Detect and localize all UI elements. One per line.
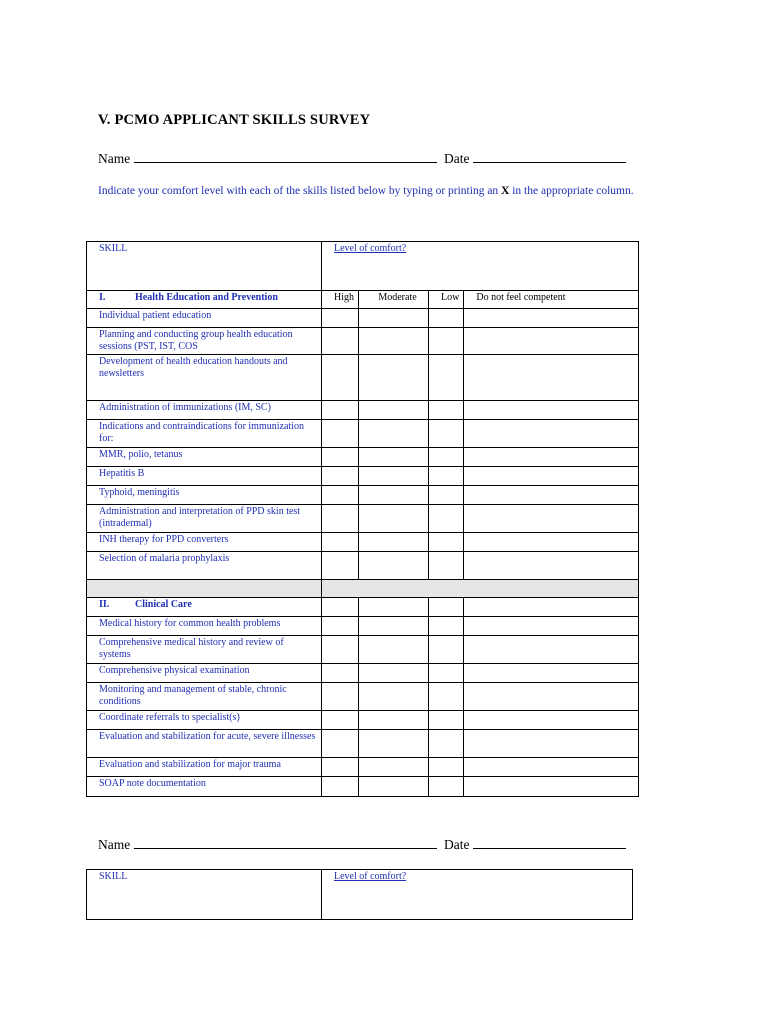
- rating-cell[interactable]: [464, 636, 639, 664]
- rating-cell[interactable]: [429, 505, 464, 533]
- table-row: [87, 777, 639, 797]
- rating-cell[interactable]: [464, 552, 639, 580]
- rating-cell[interactable]: [359, 448, 429, 467]
- rating-cell[interactable]: [359, 730, 429, 758]
- rating-cell[interactable]: [359, 617, 429, 636]
- skill-label: Administration and interpretation of PPD skin test (intradermal): [87, 505, 322, 533]
- rating-cell[interactable]: [359, 758, 429, 777]
- column-moderate: Moderate: [359, 291, 429, 309]
- rating-cell[interactable]: [359, 533, 429, 552]
- skill-label: Comprehensive physical examination: [87, 664, 322, 683]
- rating-cell[interactable]: [429, 711, 464, 730]
- skill-label: Development of health education handouts and newsletters: [87, 355, 322, 401]
- table-row: [87, 664, 639, 683]
- rating-cell[interactable]: [322, 664, 359, 683]
- column-not-competent: Do not feel competent: [464, 291, 639, 309]
- rating-cell[interactable]: [429, 420, 464, 448]
- table-row: [87, 420, 639, 448]
- rating-cell: [359, 598, 429, 617]
- rating-cell[interactable]: [464, 505, 639, 533]
- rating-cell[interactable]: [322, 636, 359, 664]
- name-label: Name: [98, 151, 131, 166]
- rating-cell[interactable]: [359, 467, 429, 486]
- rating-cell[interactable]: [322, 328, 359, 355]
- rating-cell[interactable]: [464, 664, 639, 683]
- table-row: [87, 355, 639, 401]
- skills-table-1: [86, 241, 639, 797]
- rating-cell[interactable]: [429, 309, 464, 328]
- table-row: [87, 505, 639, 533]
- section-title: I. Health Education and Prevention: [87, 291, 322, 309]
- rating-cell[interactable]: [429, 401, 464, 420]
- rating-cell[interactable]: [359, 505, 429, 533]
- skill-label: Selection of malaria prophylaxis: [87, 552, 322, 580]
- column-low: Low: [429, 291, 464, 309]
- rating-cell[interactable]: [429, 683, 464, 711]
- rating-cell: [464, 598, 639, 617]
- rating-cell[interactable]: [359, 636, 429, 664]
- rating-cell[interactable]: [322, 730, 359, 758]
- rating-cell[interactable]: [429, 328, 464, 355]
- rating-cell[interactable]: [322, 401, 359, 420]
- rating-cell[interactable]: [429, 552, 464, 580]
- rating-cell[interactable]: [359, 777, 429, 797]
- rating-cell[interactable]: [359, 420, 429, 448]
- rating-cell[interactable]: [464, 533, 639, 552]
- skill-label: Evaluation and stabilization for acute, severe illnesses: [87, 730, 322, 758]
- table-header-row: [87, 870, 633, 920]
- table-row: [87, 636, 639, 664]
- skill-label: Typhoid, meningitis: [87, 486, 322, 505]
- rating-cell[interactable]: [322, 552, 359, 580]
- rating-cell[interactable]: [429, 617, 464, 636]
- rating-cell[interactable]: [322, 420, 359, 448]
- rating-cell: [322, 598, 359, 617]
- gap-cell: [322, 580, 639, 598]
- skill-label: Hepatitis B: [87, 467, 322, 486]
- rating-cell[interactable]: [429, 664, 464, 683]
- skill-header: SKILL: [87, 242, 322, 291]
- rating-cell[interactable]: [322, 505, 359, 533]
- level-header: Level of comfort?: [322, 242, 639, 291]
- skill-label: Coordinate referrals to specialist(s): [87, 711, 322, 730]
- name-label: Name: [98, 837, 131, 852]
- rating-cell[interactable]: [322, 486, 359, 505]
- table-row: [87, 328, 639, 355]
- skill-label: Monitoring and management of stable, chronic conditions: [87, 683, 322, 711]
- rating-cell[interactable]: [322, 533, 359, 552]
- table-row: [87, 758, 639, 777]
- rating-cell[interactable]: [429, 448, 464, 467]
- rating-cell[interactable]: [464, 683, 639, 711]
- rating-cell[interactable]: [429, 486, 464, 505]
- rating-cell[interactable]: [322, 355, 359, 401]
- rating-cell[interactable]: [429, 758, 464, 777]
- rating-cell[interactable]: [464, 486, 639, 505]
- rating-cell[interactable]: [359, 711, 429, 730]
- skill-label: Indications and contraindications for immunization for:: [87, 420, 322, 448]
- rating-cell[interactable]: [429, 355, 464, 401]
- skill-label: INH therapy for PPD converters: [87, 533, 322, 552]
- section-gap-row: [87, 580, 639, 598]
- skill-label: Comprehensive medical history and review of systems: [87, 636, 322, 664]
- table-row: [87, 401, 639, 420]
- table-row: [87, 309, 639, 328]
- table-row: [87, 486, 639, 505]
- date-label: Date: [443, 151, 470, 166]
- rating-cell[interactable]: [322, 758, 359, 777]
- skills-table-2: [86, 869, 633, 920]
- rating-cell[interactable]: [322, 777, 359, 797]
- rating-cell[interactable]: [359, 309, 429, 328]
- section-header-row: [87, 598, 639, 617]
- table-row: [87, 552, 639, 580]
- rating-cell[interactable]: [359, 328, 429, 355]
- table-row: [87, 448, 639, 467]
- level-header: Level of comfort?: [322, 870, 633, 920]
- rating-cell[interactable]: [464, 355, 639, 401]
- rating-cell[interactable]: [464, 401, 639, 420]
- rating-cell[interactable]: [322, 711, 359, 730]
- name-field[interactable]: [134, 836, 437, 849]
- section-title: II. Clinical Care: [87, 598, 322, 617]
- table-header-row: [87, 242, 639, 291]
- rating-cell[interactable]: [429, 730, 464, 758]
- rating-cell: [429, 598, 464, 617]
- date-field[interactable]: [473, 150, 626, 163]
- rating-cell[interactable]: [429, 777, 464, 797]
- rating-cell[interactable]: [464, 420, 639, 448]
- instructions-mark: X: [501, 185, 510, 197]
- skill-label: Evaluation and stabilization for major trauma: [87, 758, 322, 777]
- rating-cell[interactable]: [429, 533, 464, 552]
- rating-cell[interactable]: [464, 730, 639, 758]
- rating-cell[interactable]: [322, 467, 359, 486]
- rating-cell[interactable]: [464, 467, 639, 486]
- name-date-line-2: [98, 836, 626, 853]
- column-high: High: [322, 291, 359, 309]
- rating-cell[interactable]: [464, 758, 639, 777]
- table-row: [87, 711, 639, 730]
- table-row: [87, 617, 639, 636]
- skill-header: SKILL: [87, 870, 322, 920]
- rating-cell[interactable]: [359, 355, 429, 401]
- rating-cell[interactable]: [464, 309, 639, 328]
- rating-cell[interactable]: [359, 401, 429, 420]
- rating-cell[interactable]: [359, 664, 429, 683]
- gap-cell: [87, 580, 322, 598]
- rating-cell[interactable]: [322, 617, 359, 636]
- table-row: [87, 683, 639, 711]
- rating-cell[interactable]: [464, 328, 639, 355]
- skill-label: Administration of immunizations (IM, SC): [87, 401, 322, 420]
- table-row: [87, 730, 639, 758]
- rating-cell[interactable]: [464, 711, 639, 730]
- rating-cell[interactable]: [322, 309, 359, 328]
- rating-cell[interactable]: [464, 777, 639, 797]
- name-date-line-1: [98, 150, 626, 167]
- skill-label: Planning and conducting group health education sessions (PST, IST, COS: [87, 328, 322, 355]
- section-header-row: [87, 291, 639, 309]
- skill-label: MMR, polio, tetanus: [87, 448, 322, 467]
- rating-cell[interactable]: [322, 683, 359, 711]
- skill-label: SOAP note documentation: [87, 777, 322, 797]
- table-row: [87, 467, 639, 486]
- rating-cell[interactable]: [464, 617, 639, 636]
- instructions: Indicate your comfort level with each of the skills listed below by typing or printing an X in the appropriate column.: [98, 185, 634, 197]
- rating-cell[interactable]: [429, 467, 464, 486]
- table-row: [87, 533, 639, 552]
- rating-cell[interactable]: [359, 683, 429, 711]
- page-title: V. PCMO APPLICANT SKILLS SURVEY: [98, 112, 371, 128]
- skill-label: Individual patient education: [87, 309, 322, 328]
- rating-cell[interactable]: [359, 552, 429, 580]
- date-label: Date: [443, 837, 470, 852]
- rating-cell[interactable]: [464, 448, 639, 467]
- rating-cell[interactable]: [322, 448, 359, 467]
- rating-cell[interactable]: [429, 636, 464, 664]
- rating-cell[interactable]: [359, 486, 429, 505]
- name-field[interactable]: [134, 150, 437, 163]
- date-field[interactable]: [473, 836, 626, 849]
- skill-label: Medical history for common health problems: [87, 617, 322, 636]
